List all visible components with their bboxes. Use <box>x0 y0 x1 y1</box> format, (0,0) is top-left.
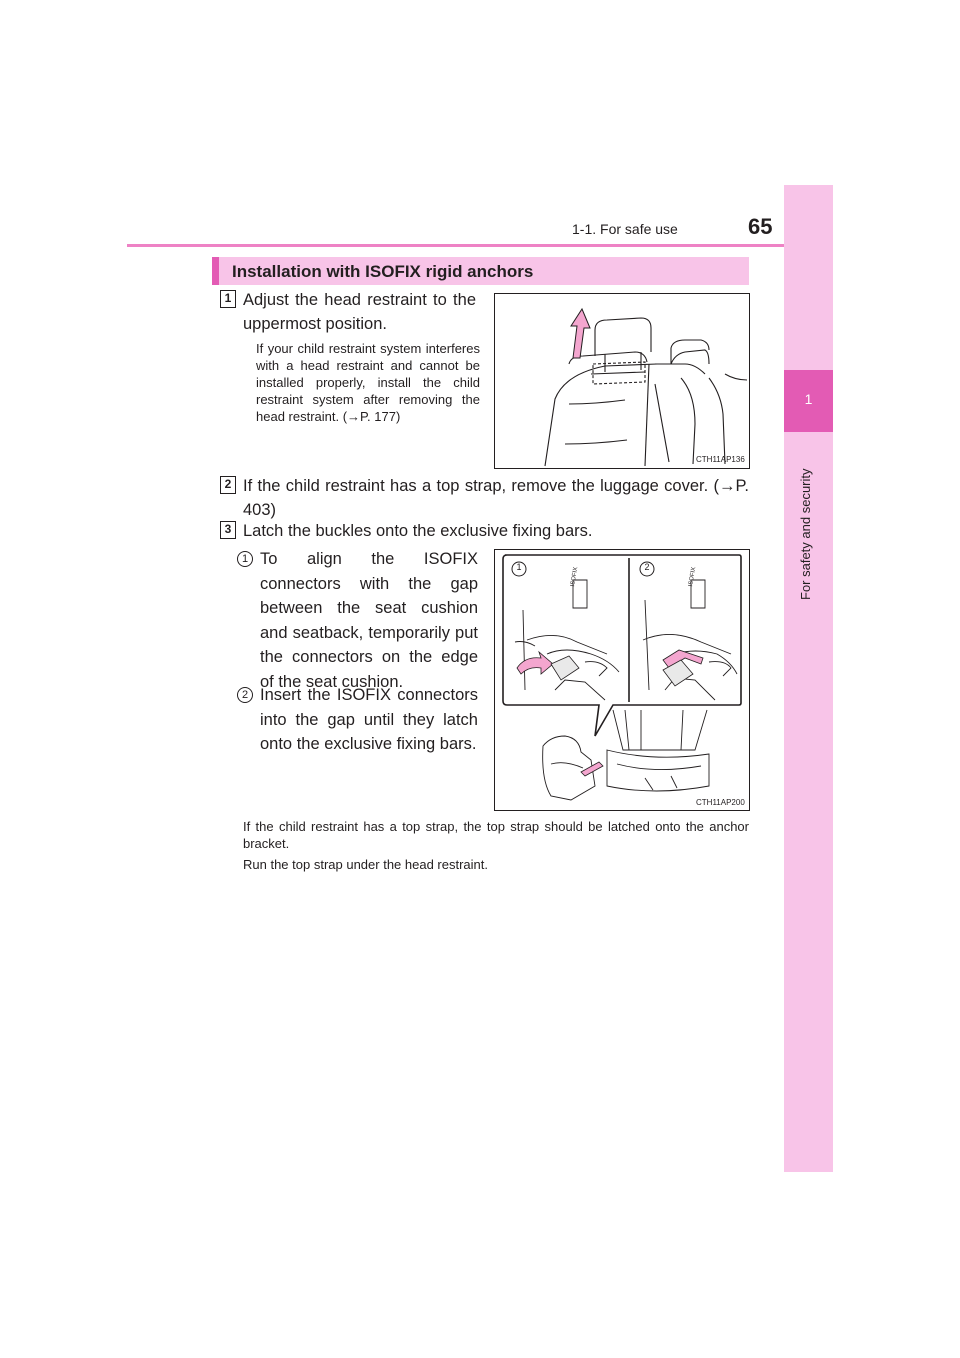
chapter-number: 1 <box>804 391 813 407</box>
step-number-1: 1 <box>220 290 236 308</box>
header-rule <box>127 244 833 247</box>
step-2-text: If the child restraint has a top strap, remove the luggage cover. (→P. 403) <box>243 477 749 519</box>
chapter-title: For safety and security <box>798 468 813 600</box>
substep-number-2: 2 <box>237 687 253 703</box>
note-top-strap: If the child restraint has a top strap, the top strap should be latched onto the anchor bracket. <box>243 819 749 851</box>
figure-head-restraint <box>494 293 750 469</box>
figure-1-code: CTH11AP136 <box>696 455 745 464</box>
figure-2-callout-1: 1 <box>516 562 522 572</box>
side-strip <box>784 185 833 1172</box>
step-number-3: 3 <box>220 521 236 539</box>
figure-2-code: CTH11AP200 <box>696 798 745 807</box>
step-1-note: If your child restraint system interferes with a head restraint and cannot be installed properly, install the child restraint system after removing the head restraint. (→P. 177) <box>256 341 480 424</box>
section-heading <box>212 257 749 285</box>
figure-2-isofix-label-left: ISOFIX <box>570 566 580 588</box>
note-head-restraint: Run the top strap under the head restraint. <box>243 857 488 872</box>
running-header: 1-1. For safe use <box>572 221 678 237</box>
substep-1-text: To align the ISOFIX connectors with the gap between the seat cushion and seatback, temporarily put the connectors on the edge of the seat cushion. <box>260 550 478 691</box>
figure-2-isofix-label-right: ISOFIX <box>688 566 698 588</box>
isofix-illustration <box>495 550 749 810</box>
figure-isofix-connectors <box>494 549 750 811</box>
section-title: Installation with ISOFIX rigid anchors <box>232 262 534 281</box>
figure-2-callout-2: 2 <box>644 562 650 572</box>
page-number: 65 <box>748 214 773 239</box>
head-restraint-illustration <box>495 294 749 468</box>
step-number-2: 2 <box>220 476 236 494</box>
substep-number-1: 1 <box>237 551 253 567</box>
substep-2-text: Insert the ISOFIX connectors into the gap until they latch onto the exclusive fixing bars. <box>260 686 478 753</box>
step-1-text: Adjust the head restraint to the uppermost position. <box>243 291 476 333</box>
step-3-text: Latch the buckles onto the exclusive fixing bars. <box>243 522 593 540</box>
